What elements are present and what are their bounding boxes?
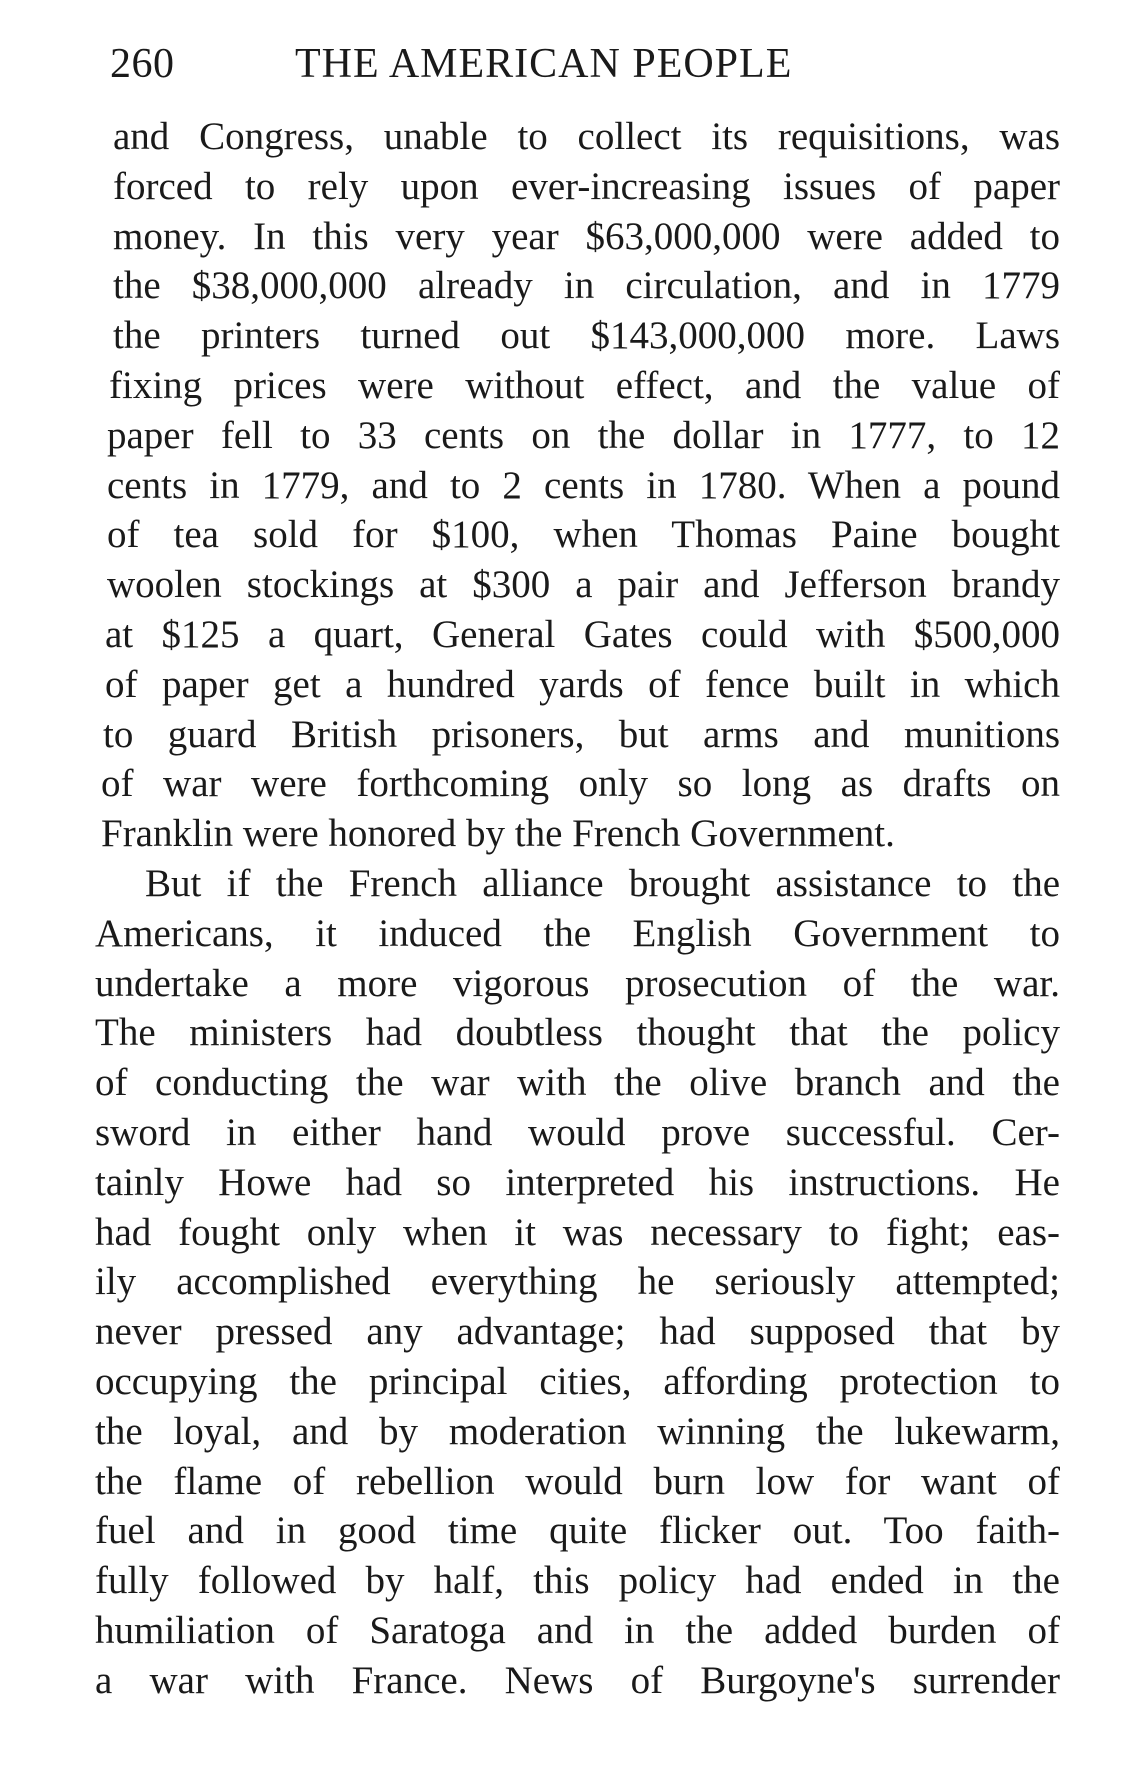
text-line: the $38,000,000 already in circulation, and in 1779 bbox=[113, 264, 1060, 308]
text-line: cents in 1779, and to 2 cents in 1780. When a pound bbox=[107, 463, 1060, 507]
text-line: to guard British prisoners, but arms and munitions bbox=[103, 712, 1060, 756]
text-line: money. In this very year $63,000,000 were added to bbox=[113, 214, 1060, 258]
text-line: paper fell to 33 cents on the dollar in 1777, to 12 bbox=[107, 413, 1060, 457]
text-line: sword in either hand would prove successful. Cer- bbox=[95, 1110, 1060, 1154]
text-line: occupying the principal cities, affording protection to bbox=[95, 1359, 1060, 1403]
text-line: fuel and in good time quite flicker out. Too faith- bbox=[95, 1509, 1060, 1553]
text-line: ily accomplished everything he seriously attempted; bbox=[95, 1260, 1060, 1304]
running-title: THE AMERICAN PEOPLE bbox=[295, 41, 793, 87]
text-line: The ministers had doubtless thought that the policy bbox=[95, 1011, 1060, 1055]
text-line: humiliation of Saratoga and in the added burden of bbox=[95, 1608, 1060, 1652]
page-number: 260 bbox=[110, 41, 175, 87]
text-line: Americans, it induced the English Government to bbox=[95, 911, 1060, 955]
text-line: of war were forthcoming only so long as drafts on bbox=[101, 762, 1060, 806]
text-line: forced to rely upon ever-increasing issues of paper bbox=[113, 164, 1060, 208]
text-line: the printers turned out $143,000,000 more. Laws bbox=[113, 314, 1060, 358]
text-line: fully followed by half, this policy had ended in the bbox=[95, 1559, 1060, 1603]
text-line: of conducting the war with the olive branch and the bbox=[95, 1061, 1060, 1105]
text-line: fixing prices were without effect, and the value of bbox=[109, 363, 1060, 407]
text-line: the flame of rebellion would burn low for want of bbox=[95, 1459, 1060, 1503]
text-line: Franklin were honored by the French Government. bbox=[101, 812, 895, 856]
text-line: had fought only when it was necessary to fight; eas- bbox=[95, 1210, 1060, 1254]
text-line: the loyal, and by moderation winning the lukewarm, bbox=[95, 1409, 1060, 1453]
text-line: never pressed any advantage; had supposed that by bbox=[95, 1310, 1060, 1354]
running-head bbox=[110, 40, 1030, 100]
text-line: a war with France. News of Burgoyne's surrender bbox=[95, 1658, 1060, 1702]
text-line: But if the French alliance brought assistance to the bbox=[145, 861, 1060, 905]
text-line: undertake a more vigorous prosecution of the war. bbox=[95, 961, 1060, 1005]
text-line: of tea sold for $100, when Thomas Paine bought bbox=[107, 513, 1060, 557]
body-text bbox=[95, 112, 1060, 1706]
text-line: tainly Howe had so interpreted his instructions. He bbox=[95, 1160, 1060, 1204]
text-line: woolen stockings at $300 a pair and Jefferson brandy bbox=[107, 563, 1060, 607]
text-line: at $125 a quart, General Gates could with $500,000 bbox=[105, 612, 1060, 656]
text-line: of paper get a hundred yards of fence built in which bbox=[105, 662, 1060, 706]
text-line: and Congress, unable to collect its requisitions, was bbox=[113, 115, 1060, 158]
